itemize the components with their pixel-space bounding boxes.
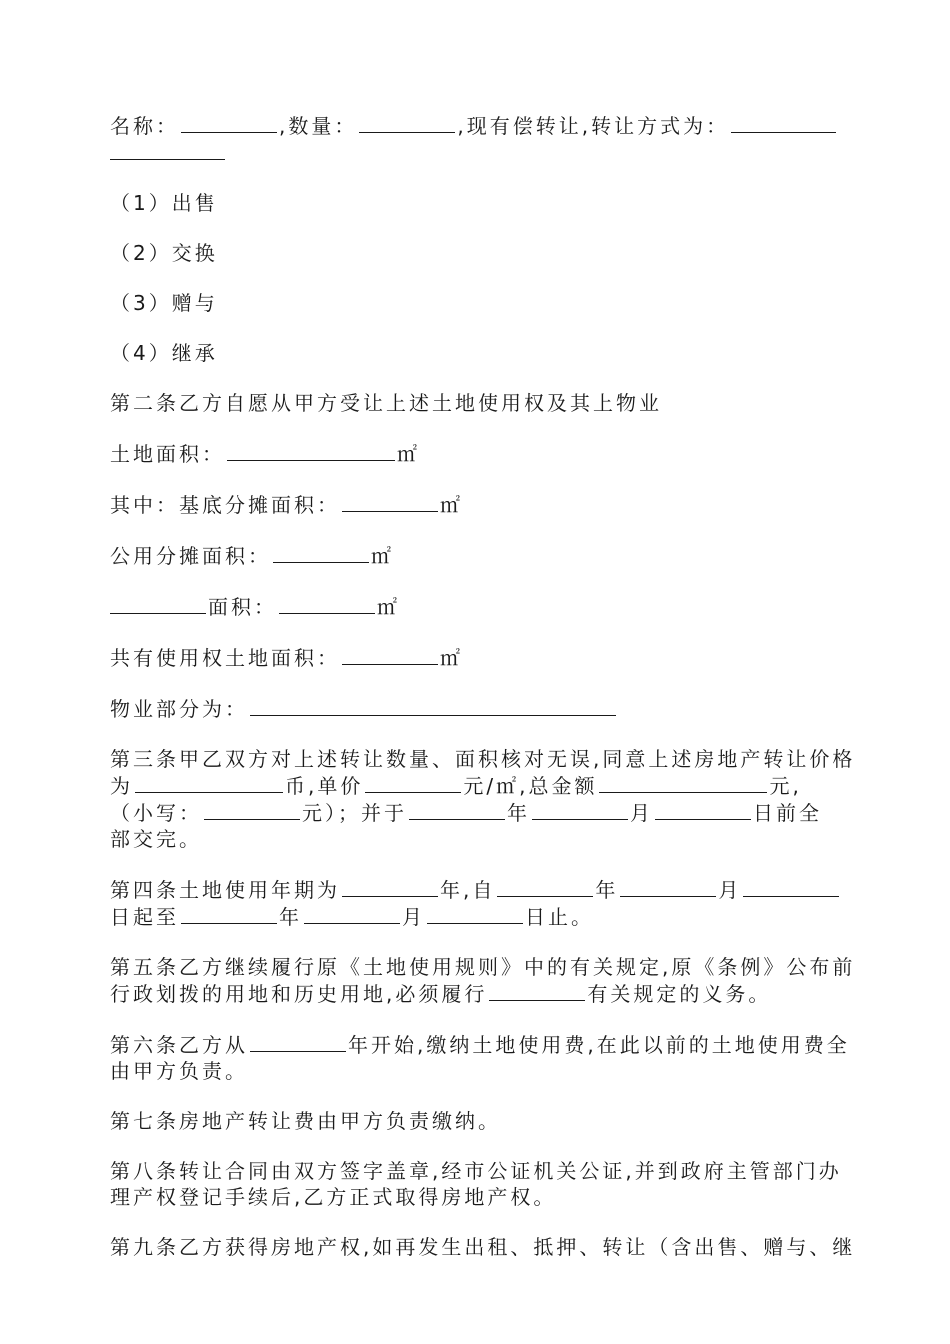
base-area-label: 其中：基底分摊面积： <box>110 493 340 517</box>
blank <box>181 903 277 924</box>
article-8 <box>110 1158 840 1210</box>
article-5 <box>110 954 856 1007</box>
blank <box>279 593 375 614</box>
text: 年,自 <box>440 878 496 902</box>
land-area-line <box>110 440 840 467</box>
blank <box>489 980 585 1001</box>
blank <box>342 644 438 665</box>
blank <box>427 903 523 924</box>
blank <box>304 903 400 924</box>
article-8-line-1: 第八条转让合同由双方签字盖章,经市公证机关公证,并到政府主管部门办 <box>110 1159 842 1183</box>
blank <box>365 772 461 793</box>
blank <box>620 876 716 897</box>
text: 币,单价 <box>285 774 364 798</box>
blank <box>409 799 505 820</box>
text: （小写： <box>110 801 202 825</box>
text: 有关规定的义务。 <box>587 982 772 1006</box>
text: 月 <box>402 905 425 929</box>
blank <box>227 440 395 461</box>
property-part-line <box>110 695 840 722</box>
blank <box>250 695 616 716</box>
contract-page <box>110 112 856 1284</box>
option-4: （4）继承 <box>110 341 218 365</box>
base-area-line <box>110 491 840 518</box>
area-label: 面积： <box>208 595 277 619</box>
blank <box>731 112 836 133</box>
shared-land-line <box>110 644 840 671</box>
text: 第六条乙方从 <box>110 1033 248 1057</box>
property-part-label: 物业部分为： <box>110 697 248 721</box>
text: 日起至 <box>110 905 179 929</box>
article-4 <box>110 876 840 930</box>
blank <box>342 491 438 512</box>
text: 年 <box>507 801 530 825</box>
text: 日前全 <box>753 801 822 825</box>
shared-land-label: 共有使用权土地面积： <box>110 646 340 670</box>
article-7: 第七条房地产转让费由甲方负责缴纳。 <box>110 1109 501 1133</box>
blank <box>497 876 593 897</box>
article-3-line-3 <box>110 799 840 826</box>
article-9-line-1: 第九条乙方获得房地产权,如再发生出租、抵押、转让（含出售、赠与、继 <box>110 1235 856 1259</box>
article-4-line-2 <box>110 903 840 930</box>
name-label: 名称： <box>110 114 179 138</box>
article-3 <box>110 746 856 852</box>
transfer-method-label: ,现有偿转让,转让方式为： <box>457 114 730 138</box>
blank <box>743 876 839 897</box>
unit-m2: ㎡ <box>371 544 391 568</box>
blank <box>135 772 283 793</box>
article-5-line-2 <box>110 980 840 1007</box>
blank <box>273 542 369 563</box>
blank <box>110 139 225 160</box>
article-6 <box>110 1031 850 1084</box>
public-area-line <box>110 542 840 569</box>
article-3-line-2 <box>110 772 840 799</box>
unit-m2: ㎡ <box>397 442 417 466</box>
unit-m2: ㎡ <box>440 646 460 670</box>
article-9 <box>110 1234 856 1260</box>
blank-area-line <box>110 593 840 620</box>
blank <box>342 876 438 897</box>
text: 年 <box>279 905 302 929</box>
text: 元, <box>769 774 802 798</box>
article-3-line-4: 部交完。 <box>110 827 202 851</box>
blank <box>250 1031 346 1052</box>
option-3: （3）赠与 <box>110 291 218 315</box>
option-2: （2）交换 <box>110 241 218 265</box>
blank <box>359 112 455 133</box>
option-1: （1）出售 <box>110 191 218 215</box>
article-2: 第二条乙方自愿从甲方受让上述土地使用权及其上物业 <box>110 391 662 415</box>
article-6-line-2: 由甲方负责。 <box>110 1059 248 1083</box>
text: 第四条土地使用年期为 <box>110 878 340 902</box>
text: 元）；并于 <box>302 801 407 825</box>
text: 月 <box>718 878 742 902</box>
blank <box>181 112 277 133</box>
article-5-line-1: 第五条乙方继续履行原《土地使用规则》中的有关规定,原《条例》公布前 <box>110 955 856 979</box>
text: 行政划拨的用地和历史用地,必须履行 <box>110 982 488 1006</box>
article-3-line-1: 第三条甲乙双方对上述转让数量、面积核对无误,同意上述房地产转让价格 <box>110 747 856 771</box>
text: 元/㎡,总金额 <box>463 774 598 798</box>
blank <box>599 772 767 793</box>
quantity-label: ,数量： <box>279 114 358 138</box>
blank <box>110 593 206 614</box>
blank <box>204 799 300 820</box>
article-4-line-1 <box>110 876 840 903</box>
text: 年 <box>595 878 619 902</box>
unit-m2: ㎡ <box>377 595 397 619</box>
article-6-line-1 <box>110 1031 850 1058</box>
blank <box>532 799 628 820</box>
land-area-label: 土地面积： <box>110 442 225 466</box>
blank <box>655 799 751 820</box>
article-8-line-2: 理产权登记手续后,乙方正式取得房地产权。 <box>110 1185 557 1209</box>
text: 为 <box>110 774 133 798</box>
text: 日止。 <box>525 905 594 929</box>
text: 年开始,缴纳土地使用费,在此以前的土地使用费全 <box>348 1033 850 1057</box>
transfer-item-line <box>110 112 840 166</box>
unit-m2: ㎡ <box>440 493 460 517</box>
text: 月 <box>630 801 653 825</box>
public-area-label: 公用分摊面积： <box>110 544 271 568</box>
